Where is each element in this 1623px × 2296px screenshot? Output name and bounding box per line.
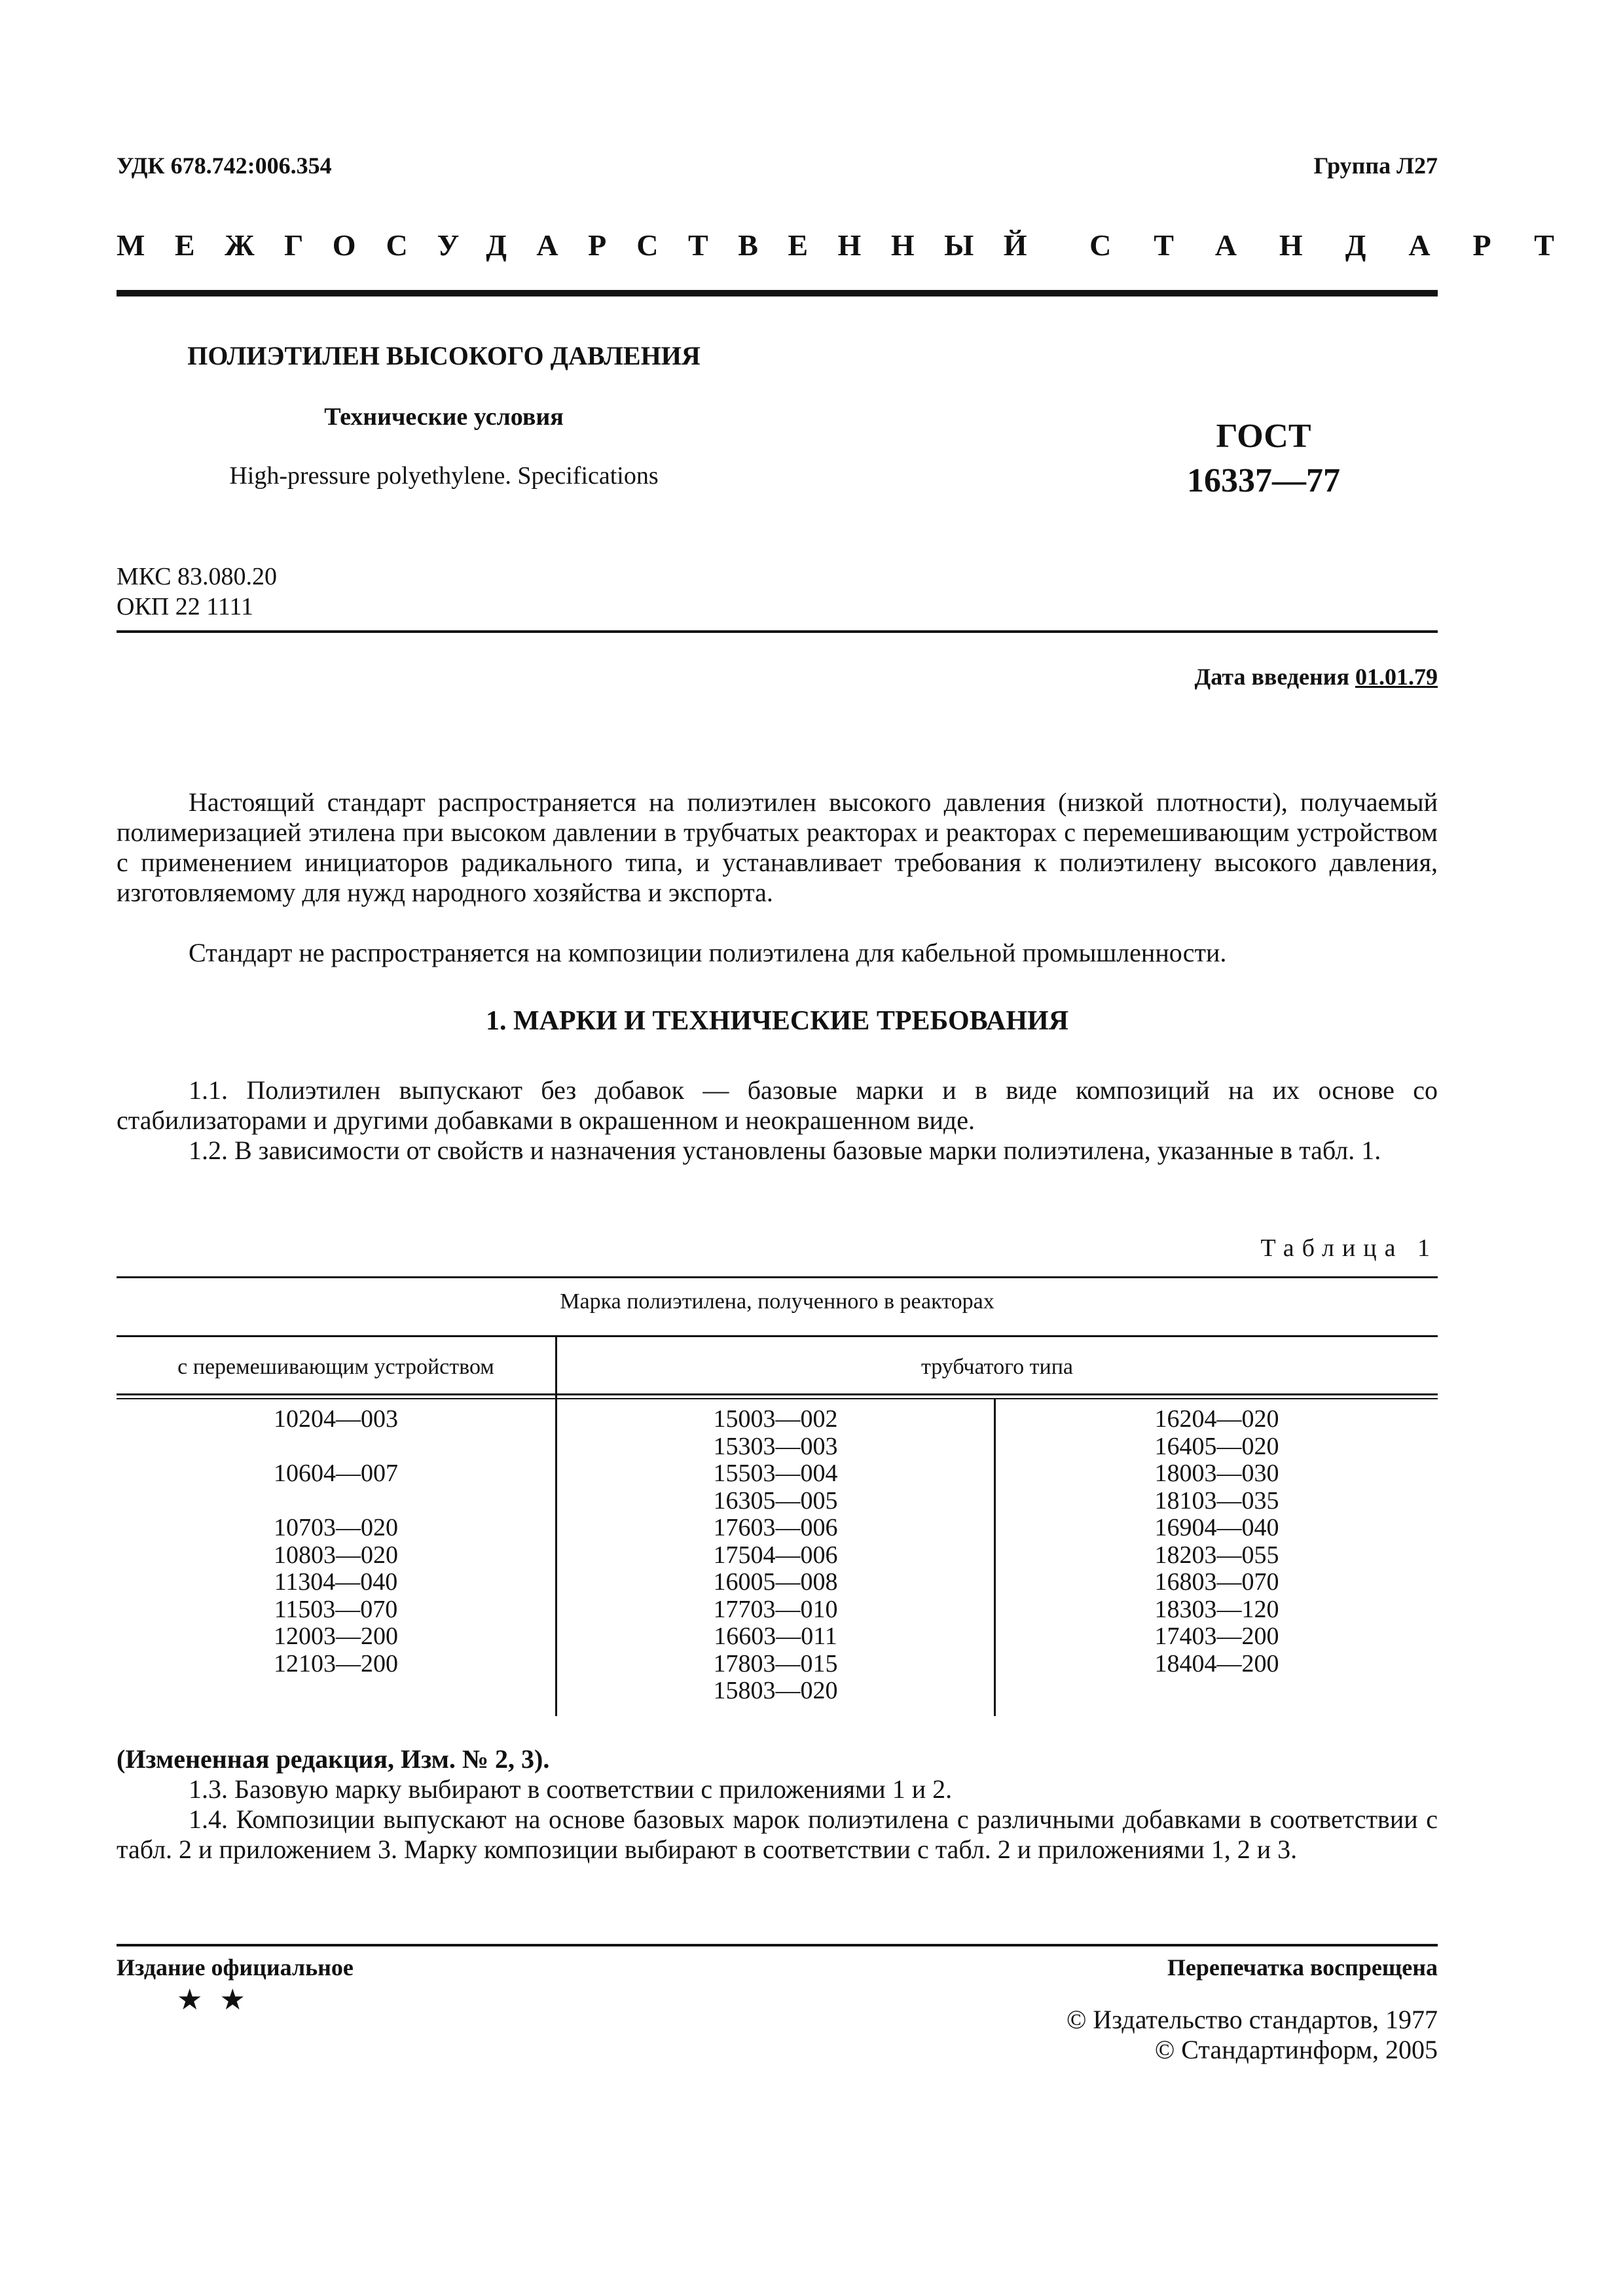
introduction-date — [1195, 663, 1438, 691]
table-cell: 16005—008 — [713, 1568, 838, 1596]
mks-code: МКС 83.080.20 — [117, 563, 278, 590]
table-caption: Таблица 1 — [1260, 1234, 1438, 1262]
english-title: High-pressure polyethylene. Specifications — [229, 462, 659, 490]
scope-paragraph: Стандарт не распространяется на композиции полиэтилена для кабельной промышленности. — [189, 938, 1227, 967]
clause-1-1: 1.1. Полиэтилен выпускают без добавок — базовые марки и в виде композиций на их основе со стабилизаторами и другими добавками в окрашенном и неокрашенном виде. — [117, 1075, 1438, 1135]
section-title: 1. МАРКИ И ТЕХНИЧЕСКИЕ ТРЕБОВАНИЯ — [485, 1006, 1069, 1036]
table-cell: 15303—003 — [713, 1432, 838, 1460]
gost-label: ГОСТ — [1216, 418, 1311, 455]
clause-1-4: 1.4. Композиции выпускают на основе базовых марок полиэтилена с различными добавками в соответствии с табл. 2 и приложением 3. Марку композиции выбирают в соответствии с табл. 2 и приложениями 1, 2 и 3. — [117, 1804, 1438, 1864]
table-cell — [117, 1433, 555, 1461]
table-cell: 16405—020 — [1154, 1432, 1279, 1460]
footer-rule — [117, 1944, 1438, 1946]
table-cell: 12003—200 — [274, 1623, 398, 1650]
table-column-tubular-1 — [557, 1406, 994, 1705]
table-header-main: Марка полиэтилена, полученного в реакторах — [560, 1289, 994, 1314]
copyright-2005: © Стандартинформ, 2005 — [1154, 2035, 1438, 2064]
document-subtitle: Технические условия — [324, 403, 564, 431]
table-top-rule — [117, 1276, 1438, 1278]
banner-word-standard: СТАНДАРТ — [1089, 228, 1597, 262]
table-column-stirred — [117, 1406, 555, 1677]
banner-word-interstate: МЕЖГОСУДАРСТВЕННЫЙ — [117, 228, 1057, 262]
copyright-block — [1067, 2005, 1438, 2065]
clause-1-2: 1.2. В зависимости от свойств и назначения установлены базовые марки полиэтилена, указанные в табл. 1. — [189, 1136, 1381, 1165]
reprint-notice: Перепечатка воспрещена — [1167, 1954, 1438, 1981]
table-cell: 16305—005 — [713, 1486, 838, 1515]
document-title: ПОЛИЭТИЛЕН ВЫСОКОГО ДАВЛЕНИЯ — [187, 341, 701, 370]
table-header-rule — [117, 1335, 1438, 1337]
date-value: 01.01.79 — [1355, 664, 1438, 690]
table-column-tubular-2 — [996, 1406, 1438, 1677]
table-body-rule-double — [117, 1398, 1438, 1399]
copyright-1977: © Издательство стандартов, 1977 — [1066, 2005, 1438, 2034]
header-rule — [117, 290, 1438, 296]
table-cell: 15803—020 — [713, 1677, 838, 1704]
table-cell: 11304—040 — [274, 1568, 398, 1596]
standard-banner — [117, 228, 1597, 262]
table-cell: 16204—020 — [1154, 1405, 1279, 1433]
table-cell: 10604—007 — [274, 1460, 398, 1487]
table-cell: 17603—006 — [713, 1514, 838, 1541]
table-cell: 18103—035 — [1154, 1486, 1279, 1515]
table-cell: 16803—070 — [1154, 1568, 1279, 1596]
table-cell: 17403—200 — [1154, 1623, 1279, 1650]
amendment-note: (Измененная редакция, Изм. № 2, 3). — [117, 1744, 550, 1774]
table-body-rule — [117, 1393, 1438, 1395]
table-cell: 17703—010 — [713, 1595, 838, 1623]
gost-number: 16337—77 — [1187, 462, 1340, 499]
table-header-stirred: с перемешивающим устройством — [177, 1355, 494, 1379]
table-cell: 10204—003 — [274, 1405, 398, 1433]
date-label: Дата введения — [1194, 664, 1349, 690]
udk-code: УДК 678.742:006.354 — [117, 152, 332, 179]
stars-icon: ★★ — [177, 1984, 263, 2016]
table-cell: 18404—200 — [1154, 1649, 1279, 1677]
table-cell: 15503—004 — [713, 1460, 838, 1487]
table-cell: 18203—055 — [1154, 1541, 1279, 1569]
okp-code: ОКП 22 1111 — [117, 593, 253, 620]
intro-paragraph: Настоящий стандарт распространяется на полиэтилен высокого давления (низкой плотности), получаемый полимеризацией этилена при высоком давлении в трубчатых реакторах и реакторах с перемешивающим устройством с применением инициаторов радикального типа, и устанавливает требования к полиэтилену высокого давления, изготовляемому для нужд народного хозяйства и экспорта. — [117, 787, 1438, 907]
table-cell — [117, 1488, 555, 1515]
table-cell: 16603—011 — [714, 1623, 837, 1650]
table-cell: 16904—040 — [1154, 1514, 1279, 1541]
official-edition: Издание официальное — [117, 1954, 354, 1981]
table-cell: 11503—070 — [274, 1595, 398, 1623]
table-cell: 15003—002 — [713, 1405, 838, 1433]
clause-1-3: 1.3. Базовую марку выбирают в соответствии с приложениями 1 и 2. — [189, 1774, 953, 1804]
gost-designation — [1139, 414, 1388, 503]
table-cell: 10803—020 — [274, 1541, 398, 1569]
codes-rule — [117, 630, 1438, 633]
table-cell: 10703—020 — [274, 1514, 398, 1541]
group-code: Группа Л27 — [1313, 152, 1438, 179]
table-cell: 18303—120 — [1154, 1595, 1279, 1623]
table-cell: 18003—030 — [1154, 1460, 1279, 1487]
table-cell: 17803—015 — [713, 1649, 838, 1677]
table-header-tubular: трубчатого типа — [921, 1355, 1074, 1379]
table-cell: 17504—006 — [713, 1541, 838, 1569]
table-cell: 12103—200 — [274, 1649, 398, 1677]
classification-codes — [117, 562, 277, 622]
